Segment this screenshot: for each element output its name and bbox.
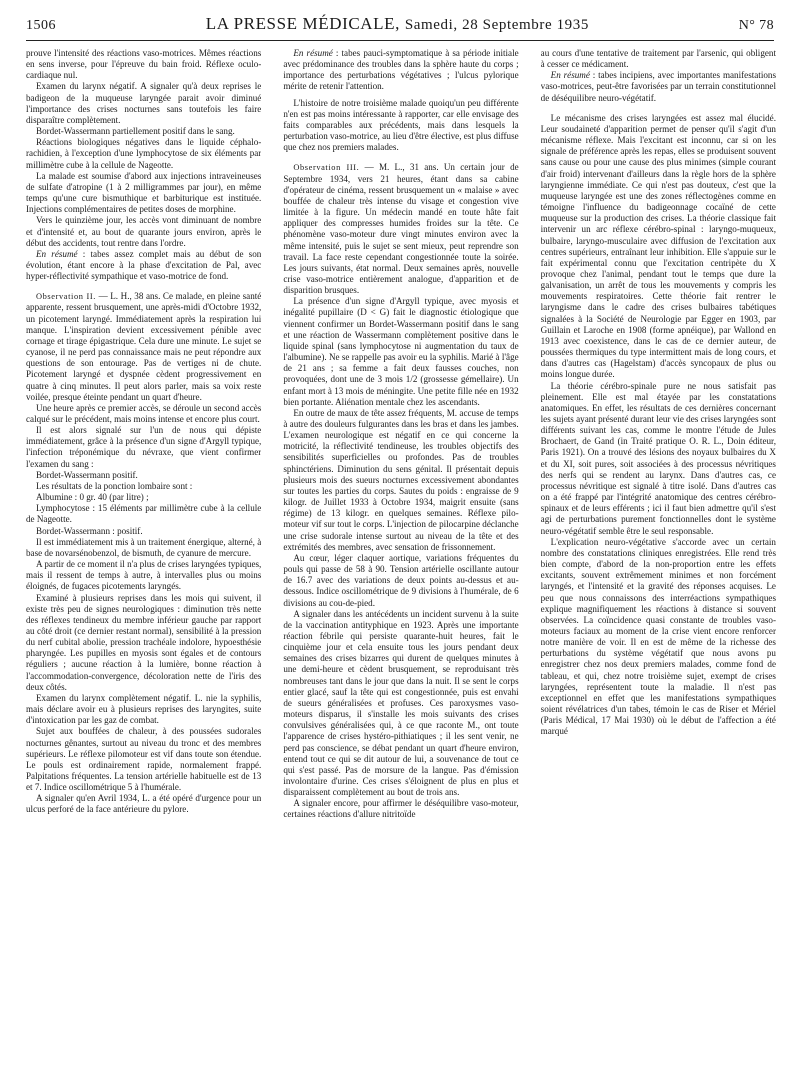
paragraph: Bordet-Wassermann partiellement positif dans le sang.: [36, 126, 235, 137]
paragraph: Vers le quinzième jour, les accès vont diminuant de nombre et d'intensité et, au bout de quarante jours environ, après le début des accidents, tout rentre dans l'ordre.: [26, 215, 262, 248]
observation-paragraph: [283, 162, 518, 296]
paragraph: L'histoire de notre troisième malade quoiqu'un peu différente n'en est pas moins intéressante à rapporter, car elle envisage des faits comparables aux précédents, mais dans lesquels la perturbation vaso-motrice, au lieu d'être élective, est plus diffuse que chez nos premiers malades.: [283, 97, 519, 153]
summary-text: : tabes pauci-symptomatique à sa période initiale avec prédominance des troubles dans la sphère haute du corps ; importance des perturbations végétatives ; l'ulcus pylorique mérite de retenir l'attention.: [283, 48, 519, 92]
summary-paragraph: [26, 249, 261, 282]
journal-title-line: [206, 14, 589, 34]
summary-paragraph: [541, 70, 776, 103]
summary-text: : tabes assez complet mais au début de son évolution, étant encore à la phase d'excitation de Pal, avec hyper-réflectivité sympathique et vaso-motrice de fond.: [26, 248, 262, 282]
paragraph: Les résultats de la ponction lombaire sont :: [36, 480, 193, 491]
observation-label: Observation III.: [293, 163, 360, 173]
paragraph: Il est immédiatement mis à un traitement énergique, alterné, à base de novarsénobenzol, de bismuth, de cyanure de mercure.: [26, 536, 262, 558]
paragraph: au cours d'une tentative de traitement par l'arsenic, qui obligent à cesser ce médicament.: [540, 48, 776, 70]
summary-label: En résumé: [293, 48, 333, 58]
paragraph: La malade est soumise d'abord aux injections intraveineuses de sulfate d'atropine (1 à 2 milligrammes par jour), en même temps qu'une cure bismuthique et barbiturique est instituée. Injections complémentaires de petites doses de morphine.: [26, 170, 262, 215]
page-header: [26, 14, 774, 41]
summary-label: En résumé: [550, 70, 590, 81]
paragraph: Au cœur, léger claquer aortique, variations fréquentes du pouls qui passe de 58 à 90. Tension artérielle oscillante autour de 16.7 avec des variations de deux points au-dessus et au-dessous. Indice oscillométrique de 9 divisions à l'humérale, de 6 divisions au cou-de-pied.: [283, 552, 519, 608]
paragraph: La théorie cérébro-spinale pure ne nous satisfait pas pleinement. Elle est mal étayée par les constatations anatomiques. En effet, les résultats de ces dernières concernant les sujets ayant présenté durant leur vie des crises laryngées sont différents suivant les cas, comme le montre l'étude de Jules Brochaert, de Gand (in Traité pratique O. R. L., Doin éditeur, Paris 1921). On a trouvé des lésions des noyaux bulbaires du X et du XI, soit pures, soit associées à des processus névritiques des nerfs qui se rendent au larynx. Dans d'autres cas, ce processus névritique est signalé à titre isolé. Dans d'autres cas on a été frappé par l'intégrité anatomique des centres cérébro-spinaux et de leurs efférents ; ici il faut bien admettre qu'il s'est agi de perturbations purement fonctionnelles dont le système neuro-végétatif semble être le seul responsable.: [540, 380, 776, 536]
paragraph: L'explication neuro-végétative s'accorde avec un certain nombre des constatations cliniques enregistrées. Elle rend très bien compte, d'abord de la non-proportion entre les effets excitants, souvent extrêmement minimes et non forcément laryngés, et l'intensité et la gravité des réponses acquises. Le peu que nous connaissons des interréactions sympathiques explique magnifiquement les réactions à distance si souvent observées. La coïncidence quasi constante de troubles vaso-moteurs faciaux au moment de la crise vient encore renforcer notre manière de voir. Il en est de même de la richesse des perturbations du système végétatif que nous avons pu enregistrer chez nos deux premiers malades, comme fond de tableau, et qui, chez notre troisième sujet, exempt de crises laryngées, représentent toute la maladie. Il n'est pas exceptionnel en effet que les manifestations sympathiques soient révélatrices d'un tabes, témoin le cas de Riser et Mériel (Paris Médical, 17 Mai 1930) où le début de l'affection a été marqué: [540, 536, 776, 737]
paragraph: Bordet-Wassermann positif.: [36, 469, 138, 480]
column-right: [541, 48, 776, 1070]
paragraph: Examen du larynx complètement négatif. L. nie la syphilis, mais déclare avoir eu à plusieurs reprises des laryngites, suite d'intoxication par les gaz de combat.: [26, 692, 262, 726]
page-number: 1506: [26, 18, 56, 33]
article-body: [26, 48, 776, 1070]
issue-number: N° 78: [738, 18, 774, 33]
observation-paragraph: [26, 291, 261, 403]
paragraph: La présence d'un signe d'Argyll typique, avec myosis et inégalité pupillaire (D < G) fait le diagnostic étiologique que viennent confirmer un Bordet-Wassermann positif dans le sang et une réaction de Wassermann complètement positive dans le liquide spinal (sans lymphocytose ni augmentation du taux de l'albumine). Ne se rappelle pas avoir eu la syphilis. Marié à l'âge de 21 ans ; sa femme a fait deux fausses couches, non provoquées, dont une de 3 mois 1/2 (grossesse gémellaire). Un enfant mort à 13 mois de méningite. Une petite fille née en 1932 bien portante. Aliénation mentale chez les ascendants.: [283, 296, 519, 407]
paragraph: Bordet-Wassermann : positif.: [36, 525, 143, 536]
issue-date: Samedi, 28 Septembre 1935: [404, 17, 589, 33]
paragraph: Sujet aux bouffées de chaleur, à des poussées sudorales nocturnes gênantes, surtout au niveau du tronc et des membres supérieurs. Le réflexe pilomoteur est vif dans toute son étendue. Le pouls est ordinairement rapide, normalement frappé. Palpitations fréquentes. La tension artérielle habituelle est de 13 et 7. Indice oscillométrique 5 à l'humérale.: [26, 726, 262, 793]
paragraph: A signaler qu'en Avril 1934, L. a été opéré d'urgence pour un ulcus perforé de la face antérieure du pylore.: [26, 793, 262, 815]
summary-label: En résumé: [36, 248, 78, 259]
paragraph: A signaler encore, pour affirmer le déséquilibre vaso-moteur, certaines réactions d'allure nitritoïde: [283, 798, 519, 820]
paragraph: Il est alors signalé sur l'un de nous qui dépiste immédiatement, grâce à la présence d'un signe d'Argyll typique, l'infection tréponémique du névraxe, que vient confirmer l'examen du sang :: [26, 425, 262, 469]
paragraph: Réactions biologiques négatives dans le liquide céphalo-rachidien, à l'exception d'une lymphocytose de six éléments par millimètre cube à la cellule de Nageotte.: [26, 137, 262, 170]
paragraph: Examen du larynx négatif. A signaler qu'à deux reprises le badigeon de la muqueuse laryngée parait avoir diminué l'importance des crises nocturnes sans toutefois les faire disparaître complètement.: [26, 81, 262, 125]
observation-text: — L. H., 38 ans. Ce malade, en pleine santé apparente, ressent brusquement, une après-midi d'Octobre 1932, un picotement laryngé. Immédiatement après la respiration lui manque. L'inspiration devient excessivement pénible avec cornage et tirage épigastrique. Cela dure une minute. Le sujet se cyanose, il ne perd pas connaissance mais ne peut répondre aux questions de son entourage. Pas de vertiges ni de chute. Picotement laryngé et dyspnée cèdent progressivement en quatre à cinq minutes. Il peut alors parler, mais sa voix reste voilée, presque éteinte pendant un quart d'heure.: [26, 291, 262, 402]
observation-text: — M. L., 31 ans. Un certain jour de Septembre 1934, vers 21 heures, étant dans sa cabine d'opérateur de cinéma, ressent brusquement un « malaise » avec bouffée de chaleur très intense du visage et congestion vive limitée à la figure. Un médecin mandé en toute hâte fait appliquer des compresses humides froides sur la tête. Ce phénomène vaso-moteur dure vingt minutes environ avec la même intensité, puis le sujet se sent mieux, peut reprendre son travail. La face reste cependant congestionnée toute la soirée. Les jours suivants, état normal. Deux semaines après, nouvelle crise vaso-motrice entièrement analogue, d'apparition et de disparition brusques.: [283, 162, 519, 296]
paragraph: A signaler dans les antécédents un incident survenu à la suite de la vaccination antityphique en 1923. Après une importante réaction fébrile qui persiste quarante-huit heures, fait le cinquième jour et cela ensuite tous les jours pendant deux semaines des crises bizarres qui durent de quelques minutes à une demi-heure et cèdent brusquement, se reproduisant très nombreuses tant dans le jour que dans la nuit. Il se sent le corps entier glacé, sauf la tête qui est congestionnée, puis est envahi de sueurs généralisées et profuses. Ces paroxysmes vaso-moteurs disparus, il s'installe les mois suivants des crises convulsives généralisées qui, à ce que raconte M., ont toute l'apparence de crises hystéro-pithiatiques ; il les sent venir, ne perd pas conscience, se débat pendant un quart d'heure environ, entend tout ce qui se dit autour de lui, a souvenance de tout ce qui s'est passé. Pas de morsure de la langue. Pas d'émission involontaire d'urine. Ces crises s'éloignent de plus en plus et disparaissent complètement au bout de trois ans.: [283, 608, 519, 798]
paragraph: Lymphocytose : 15 éléments par millimètre cube à la cellule de Nageotte.: [26, 503, 262, 525]
paragraph: Une heure après ce premier accès, se déroule un second accès calqué sur le précédent, mais moins intense et encore plus court.: [26, 402, 262, 424]
paragraph: Examiné à plusieurs reprises dans les mois qui suivent, il existe très peu de signes neurologiques : diminution très nette des réflexes tendineux du membre inférieur gauche par rapport au côté droit (ce dernier restant normal), sensibilité à la pression du nerf cubital abolie, pression trachéale indolore, hypoesthésie pharyngée. Les pupilles en myosis sont égales et de contours réguliers ; aucune réaction à la lumière, bonne réaction à l'accommodation-convergence, décoloration nette de l'iris des deux côtés.: [26, 592, 262, 692]
journal-name: LA PRESSE MÉDICALE,: [205, 14, 400, 33]
paragraph: Albumine : 0 gr. 40 (par litre) ;: [36, 492, 149, 503]
paragraph: En outre de maux de tête assez fréquents, M. accuse de temps à autre des douleurs fulgurantes dans les bras et dans les jambes. L'examen neurologique est négatif en ce qui concerne la motricité, la réflectivité tendineuse, les troubles objectifs des sensibilités superficielles ou profondes. Pas de troubles sphinctériens. Diminution du sens génital. Il présentait depuis plusieurs mois des sueurs nocturnes excessivement abondantes sur toutes les parties du corps. Sautes du poids : engraisse de 9 kilogr. de Juillet 1933 à Octobre 1934, maigrit ensuite (sans régime) de 13 kilogr. en quelques semaines. Réflexe pilo-moteur vif sur tout le corps. L'injection de pilocarpine déclanche une crise sudorale intense surtout au niveau de la tête et des extrémités des membres, avec sensation de frissonnement.: [283, 407, 519, 552]
summary-text: : tabes incipiens, avec importantes manifestations vaso-motrices, peut-être favorisées par un terrain constitutionnel de déséquilibre neuro-végétatif.: [540, 70, 776, 103]
observation-label: Observation II.: [36, 292, 96, 302]
paragraph: prouve l'intensité des réactions vaso-motrices. Mêmes réactions en sens inverse, pour l'épreuve du bain froid. Réflexe oculo-cardiaque nul.: [26, 48, 262, 81]
paragraph: Le mécanisme des crises laryngées est assez mal élucidé. Leur soudaineté d'apparition permet de penser qu'il s'agit d'un mécanisme réflexe. Mais l'excitant est inconnu, car si on les signale de préférence après les repas, elles se produisent souvent sans cause ou pour une cause des plus minimes (simple courant d'air froid) intervenant d'ailleurs dans la règle hors de la sphère laryngienne immédiate. Ce qui n'est pas douteux, c'est que la muqueuse laryngée est une des zones réflectogènes comme en témoigne l'influence du badigeonnage cocaïné de cette muqueuse sur la production des crises. La théorie classique fait intervenir un arc réflexe cérébro-spinal : laryngo-muqueux, bulbaire, laryngo-musculaire avec diffusion de l'excitation aux centres supérieurs, entraînant leur inhibition. Elle s'appuie sur le fait expérimental connu que l'excitation centripète du X provoque chez l'animal, pendant tout le temps que dure la galvanisation, un arrêt de tous les mouvements y compris les mouvements respiratoires. Cette théorie fait rentrer le laryngisme dans le cadre des crises bulbaires tabétiques signalées à la Société de Neurologie par Egger en 1903, par Guillain et Laroche en 1908 (forme apnéique), par Wallond en 1913 avec coexistence, dans le cas de ce dernier auteur, de poussées thermiques du type intermittent mais de long cours, et dans d'autres cas (Hagelstam) d'accès syncopaux de plus ou moins longue durée.: [540, 112, 776, 380]
column-middle: [283, 48, 518, 1070]
paragraph: A partir de ce moment il n'a plus de crises laryngées typiques, mais il ressent de temps à autre, à intervalles plus ou moins éloignés, de fugaces picotements laryngés.: [26, 559, 262, 592]
column-left: [26, 48, 261, 1070]
summary-paragraph: [283, 48, 518, 93]
